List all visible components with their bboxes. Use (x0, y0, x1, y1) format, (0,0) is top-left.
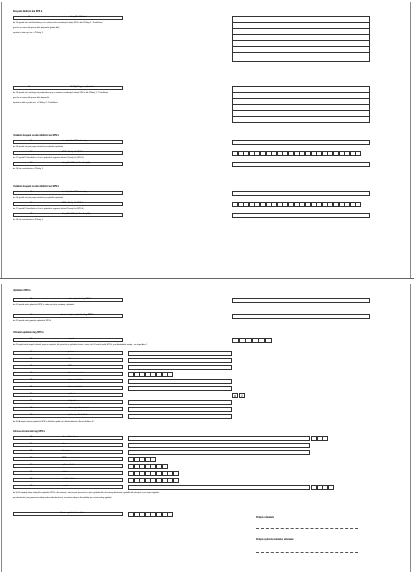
entry-line (232, 110, 370, 111)
row-number: 48 (30, 379, 33, 381)
section-title: Ustálení dospelé osobě dědictví lea SPS k (13, 135, 59, 137)
row-number: 50 (30, 393, 33, 395)
row-label: pohlaví podle dokladu (68, 414, 89, 416)
note-text: uprávit tu toto nyní sn, s Přílohy 3 (13, 32, 43, 34)
note-text: do 16 spadá vše nad kopy na podmínkou pro tu smlouvu uvedených údajů SPS a dle Přílohy 2 - Prohlášení (13, 92, 109, 94)
note-text: do 44 (A stupeň úkonu) uplatnění SPS k, dětského podle ve k dlouhodobosti v Nemá dle Ano, M (13, 421, 94, 423)
note-text: do 43 spadá vaše stupeň uživatel, popis a rozpočet, dle právního a výsledků vlastní v rámci, do 50 vašich podle SPS k, pro dlouhodobé osoby, - ve stupni Ano, 1 (13, 344, 148, 346)
row-label: lea nějakého/Příklad osoby (62, 191, 87, 193)
text-input[interactable] (128, 386, 232, 391)
note-text: do 18 vše nad obsahu z Přílohy 3 (13, 168, 43, 170)
code-cells[interactable] (232, 338, 272, 343)
note-text: do 16 spadá vše pro popis vlastních po předek zjistitelné (13, 146, 64, 148)
gender-z-label: Ž (241, 395, 243, 398)
section-title: Ustálení dospelé osobě dědictví lea SPS k (13, 186, 59, 188)
text-input[interactable] (128, 351, 232, 356)
row-label: tituly akcí (68, 400, 77, 402)
row-label: poštovní kód (62, 464, 74, 466)
entry-line (232, 104, 370, 105)
row-label: datum uvolnění (68, 379, 83, 381)
note-text: do 17 spadá ID kterékoliv z čísel z jednotlivé vypsané tohoto Čestný list (SPS k) (13, 208, 84, 210)
row-number: 43 (30, 338, 33, 340)
entry-line (232, 22, 370, 23)
gender-m-label: M (234, 395, 236, 398)
row-label: dospělé dědictví (70, 16, 87, 18)
row-number: 60 (30, 464, 33, 466)
gender-m-checkbox[interactable] (232, 393, 238, 398)
signature-label: Podpis zplnomocněného uživatele (256, 539, 294, 541)
note-text: do 42 spadá vaše popiska uplatnění SPS k (13, 320, 52, 322)
page-title: Uplatnění SPS k (13, 290, 31, 292)
entry-line (232, 52, 370, 53)
row-number: 18 (30, 162, 33, 164)
mobile-cells[interactable] (128, 478, 178, 483)
gender-z-checkbox[interactable] (239, 393, 245, 398)
email-input[interactable] (128, 485, 310, 490)
row-number: 15 (28, 16, 31, 18)
postal-code-cells[interactable] (128, 464, 167, 469)
row-label: SPS, dětský lek SPS k (62, 151, 83, 153)
section-title: Adresa doručování lag SPS k (13, 431, 45, 433)
signature-line[interactable] (256, 552, 358, 553)
date-label: Datum vyplnění formuláře (60, 512, 84, 514)
note-text: do 56-63 spadají údaje vedlejšího uplatnění SPS k, dle smlouvy - adresa pro zpracování a jeho výsledek dle, do adresy doručování výsledku dle věcných a pro stejné vyplnění (13, 492, 160, 494)
row-number: 62 (30, 478, 33, 480)
row-label: datum narození (68, 372, 83, 374)
entry-line (232, 92, 370, 93)
row-label: DIČ (68, 365, 72, 367)
text-input[interactable] (232, 162, 370, 167)
row-number: 49 (30, 386, 33, 388)
name-input[interactable] (232, 191, 370, 196)
row-label: lea nějakého/Příklad osoby (62, 140, 87, 142)
row-number: 53 (30, 414, 33, 416)
row-number: 46 (30, 365, 33, 367)
row-number: 56 (30, 436, 33, 438)
row-number: 18 (30, 213, 33, 215)
note-text: do 15 spadá vše nad čitatelem pro tu smlouvu bez uvedených údajů SPS a dle Přílohy 2 - Prohlášení (13, 22, 103, 24)
entry-line (232, 40, 370, 41)
row-number: 51 (30, 400, 33, 402)
text-input[interactable] (232, 314, 370, 319)
note-text: do 18 vše nad obsahu z Přílohy 3 (13, 219, 43, 221)
text-input[interactable] (128, 358, 232, 363)
row-number: 59 (30, 457, 33, 459)
email-extra-cells[interactable] (311, 485, 333, 490)
name-input[interactable] (232, 140, 370, 145)
row-label: mobilní telefon (62, 478, 76, 480)
text-input[interactable] (128, 414, 232, 419)
row-number: 41 (30, 298, 33, 300)
row-number: 17 (30, 202, 33, 204)
row-label: obec (62, 443, 67, 445)
row-label: dospělé dědictví lea dospělý (62, 162, 91, 164)
row-label: jméno (68, 351, 74, 353)
note-text: uprávit tu dále v jeden ten, s Přílohy 3 - Prohlášení (13, 102, 58, 104)
phone-cells[interactable] (128, 471, 178, 476)
row-label: stupeň (68, 338, 75, 340)
row-number: 44 (30, 351, 33, 353)
entry-line (232, 28, 370, 29)
note-text: do 16 spadá vše pro popis vlastních po předek zjistitelné (13, 197, 64, 199)
row-number: 52 (30, 407, 33, 409)
row-number: 61 (30, 471, 33, 473)
zip-cells[interactable] (128, 457, 156, 462)
signature-label: Podpis uživatele (256, 517, 274, 519)
row-label: PSČ (62, 457, 67, 459)
house-number-cells[interactable] (311, 436, 328, 441)
row-number: 16 (28, 86, 31, 88)
district-input[interactable] (128, 450, 310, 455)
city-input[interactable] (128, 443, 310, 448)
entry-line (232, 46, 370, 47)
note-text: do 17 spadá ID kterékoliv z čísel z jednotlivé vypsané tohoto Čestný list (SPS k) (13, 157, 84, 159)
page-separator (0, 278, 414, 279)
id-cells[interactable] (232, 151, 361, 156)
row-label: adresa pro doručování (68, 407, 89, 409)
text-input[interactable] (128, 407, 232, 412)
text-input[interactable] (128, 379, 232, 384)
note-text: pro čtu za srovn dle pravn dále doporučit (13, 97, 50, 99)
row-number: 58 (30, 450, 33, 452)
entry-line (232, 34, 370, 35)
row-label: část obce (62, 450, 71, 452)
section-title: Dospelé dědictví lea SPS k (13, 11, 43, 13)
text-input[interactable] (232, 298, 370, 303)
row-number: 47 (30, 372, 33, 374)
section-title: Uživatel uplatnění lag SPS k (13, 332, 44, 334)
text-input[interactable] (232, 213, 370, 218)
row-label: dospělé dědictví lea dospělý (62, 213, 91, 215)
date-filled-cells[interactable] (128, 512, 173, 517)
row-label: ulice / číslo domu (62, 436, 79, 438)
row-label: uhrazení výše uplatnění lag SPS k (60, 314, 94, 316)
date-cells[interactable] (128, 372, 173, 377)
note-text: pro čtu za srovn dle pravn dále doporučit (podat dál) (13, 27, 60, 29)
row-label: pohlaví (68, 393, 75, 395)
row-number: 57 (30, 443, 33, 445)
row-label: datum uvolnění (68, 386, 83, 388)
id-cells[interactable] (232, 202, 361, 207)
row-number: 42 (30, 314, 33, 316)
entry-line (232, 116, 370, 117)
row-label: vaše uplatnění lag SPS k (68, 298, 92, 300)
row-label: SPS, dětský lek SPS k (62, 202, 83, 204)
row-label: telefon (62, 471, 69, 473)
signature-line[interactable] (256, 528, 358, 529)
row-number: 17 (30, 151, 33, 153)
note-text: do 41 spadá vaše uplatnění SPS k, nebo pro jeho uvedeny. uplatnění (13, 304, 75, 306)
row-number: 63 (30, 485, 33, 487)
row-number: 45 (30, 358, 33, 360)
row-number: 16 (30, 140, 33, 142)
text-input[interactable] (128, 400, 232, 405)
text-input[interactable] (128, 365, 232, 370)
entry-line (232, 98, 370, 99)
row-label: e-mail (62, 485, 68, 487)
row-label: titul (68, 358, 72, 360)
note-text: pro doručování, jak pojmenovat údaje nebo nebo doručovat, ve vašem zdroje a dle potřeby, pro různé změny vyplnění (13, 497, 112, 499)
row-number: 16 (30, 191, 33, 193)
row-label: Vedlejší lepy a uplatnění (70, 86, 95, 88)
street-input[interactable] (128, 436, 310, 441)
